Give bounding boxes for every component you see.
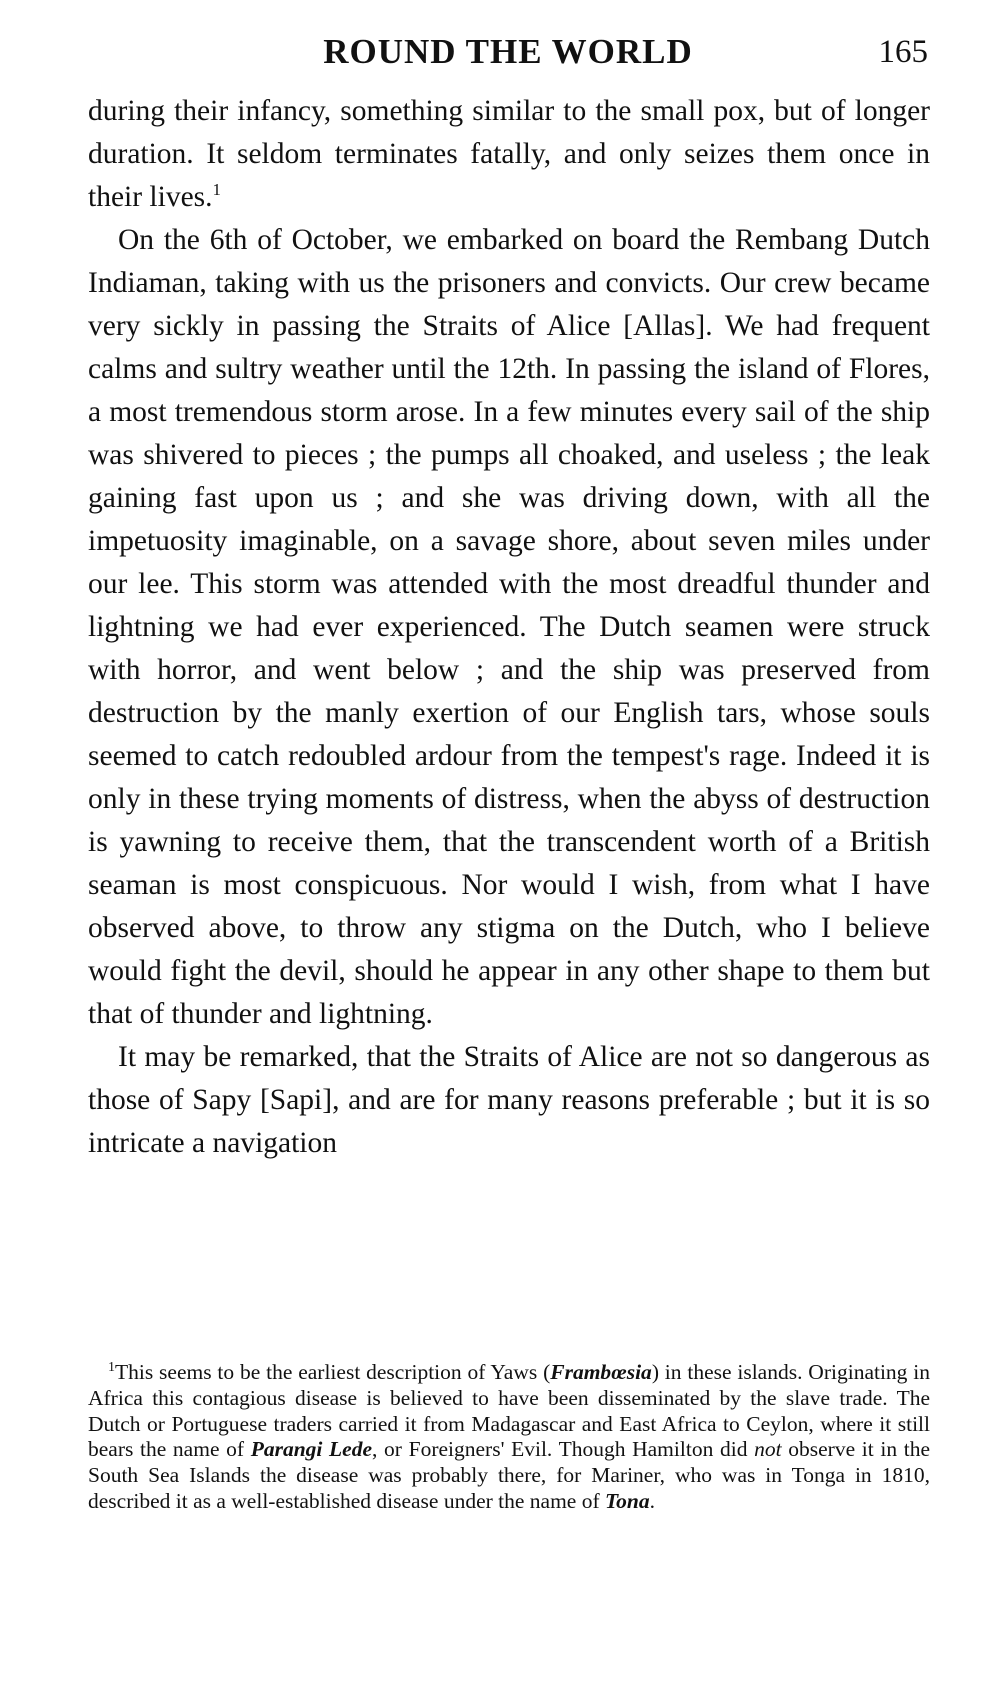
footnote-text	[88, 1360, 930, 1515]
footnote-number: 1	[108, 1359, 115, 1375]
footnote	[88, 1360, 930, 1515]
page-number: 165	[878, 34, 928, 70]
footnote-segment: observe it in the South Sea Islands the disease was probably there, for Mariner, who was in Tonga in 1810, described it as a well-established disease under the name of	[88, 1437, 931, 1513]
running-title: ROUND THE WORLD	[323, 32, 693, 71]
footnote-term-tona: Tona	[605, 1488, 650, 1513]
footnote-reference[interactable]: 1	[212, 180, 222, 200]
footnote-segment: ) in these islands. Originating in Africa this contagious disease is believed to have been disseminated by the slave trade. The Dutch or Portuguese traders carried it from Madagascar and East Africa to Ceylon, where it still bears the name of	[88, 1360, 930, 1462]
paragraph-3: It may be remarked, that the Straits of Alice are not so dangerous as those of Sapy [Sapi], and are for many reasons preferable ; but it is so intricate a navigation	[88, 1041, 930, 1159]
footnote-term-parangi-lede: Parangi Lede	[250, 1437, 373, 1462]
footnote-segment: This seems to be the earliest description of Yaws (	[115, 1360, 551, 1384]
footnote-term-framboesia: Frambœsia	[550, 1360, 652, 1384]
paragraph-1-text: during their infancy, something similar to the small pox, but of longer duration. It seldom terminates fatally, and only seizes them once in their lives.	[88, 95, 930, 213]
running-head	[88, 26, 928, 78]
footnote-emphasis: not	[754, 1437, 782, 1462]
paragraph-2: On the 6th of October, we embarked on board the Rembang Dutch Indiaman, taking with us the prisoners and convicts. Our crew became very sickly in passing the Straits of Alice [Allas]. We had frequent calms and sultry weather until the 12th. In passing the island of Flores, a most tremendous storm arose. In a few minutes every sail of the ship was shivered to pieces ; the pumps all choaked, and useless ; the leak gaining fast upon us ; and she was driving down, with all the impetuosity imaginable, on a savage shore, about seven miles under our lee. This storm was attended with the most dreadful thunder and lightning we had ever experienced. The Dutch seamen were struck with horror, and went below ; and the ship was preserved from destruction by the manly exertion of our English tars, whose souls seemed to catch redoubled ardour from the tempest's rage. Indeed it is only in these trying moments of distress, when the abyss of destruction is yawning to receive them, that the transcendent worth of a British seaman is most conspicuous. Nor would I wish, from what I have observed above, to throw any stigma on the Dutch, who I believe would fight the devil, should he appear in any other shape to them but that of thunder and lightning.	[88, 224, 930, 1030]
paragraph-1	[88, 90, 930, 219]
footnote-segment: , or Foreigners' Evil. Though Hamilton did	[372, 1437, 755, 1462]
body-text	[88, 90, 930, 1165]
footnote-segment: .	[649, 1488, 656, 1513]
